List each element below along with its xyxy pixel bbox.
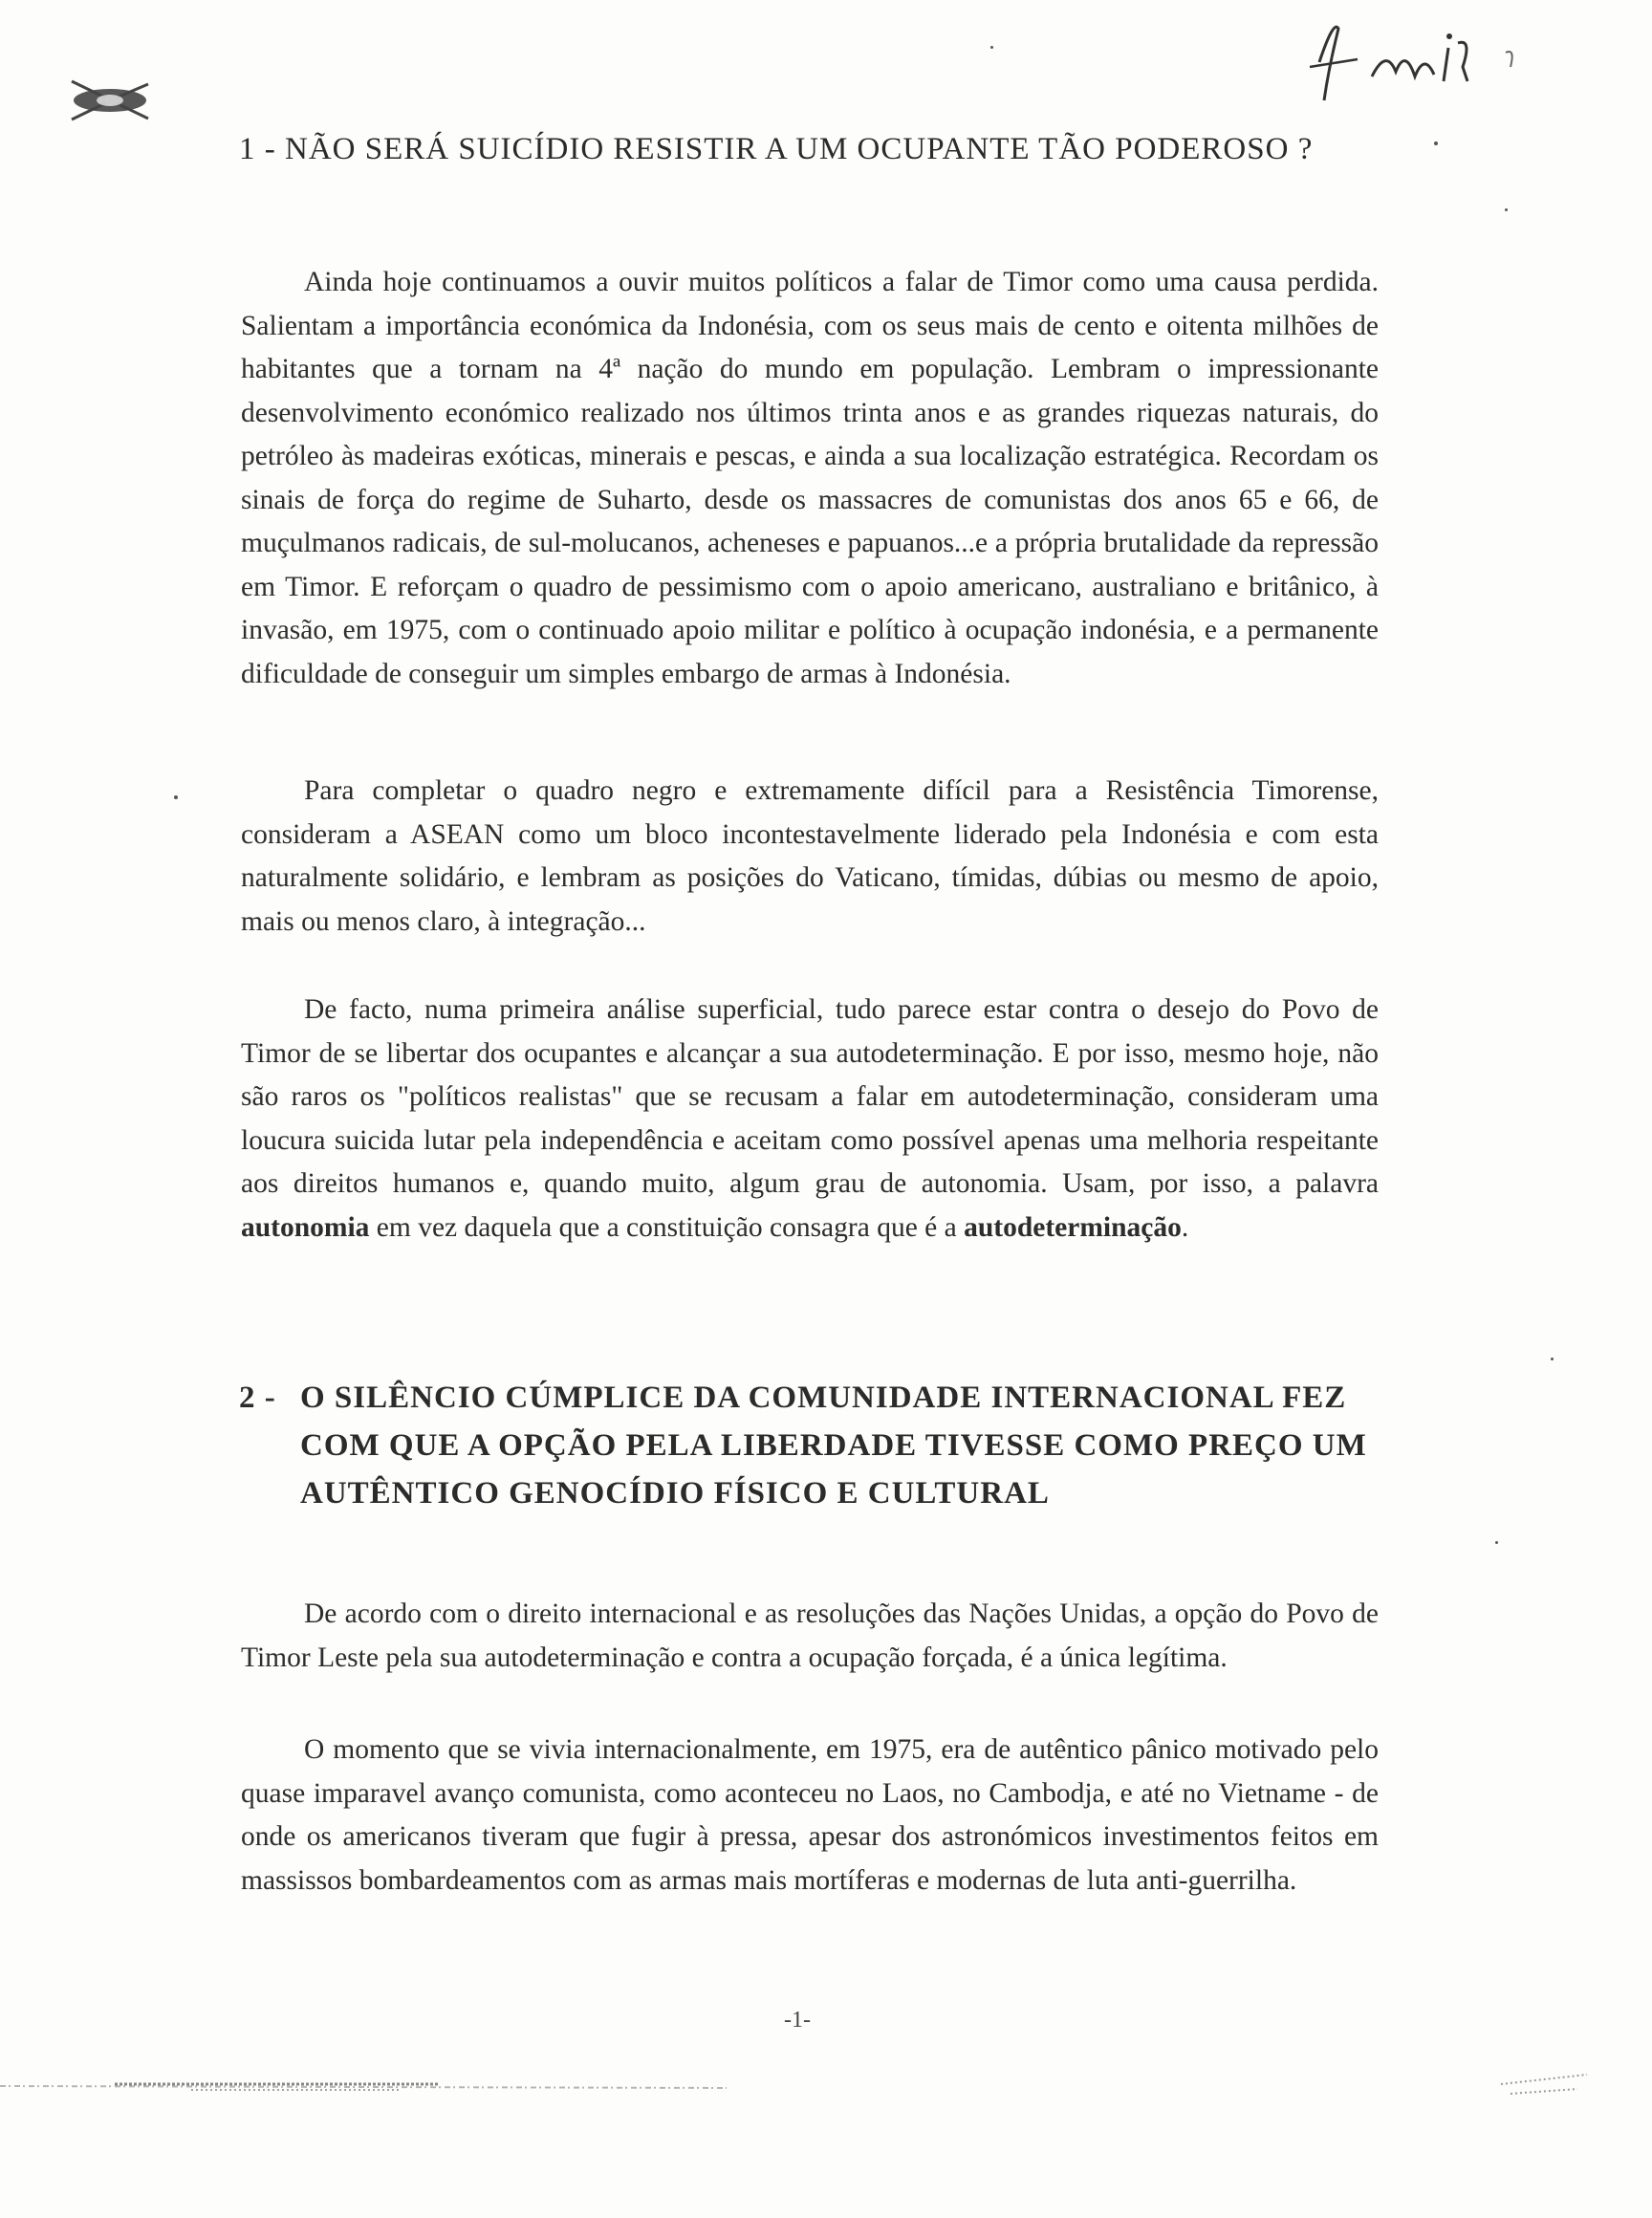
autodeterminacao-bold: autodeterminação <box>964 1211 1182 1243</box>
section-1-paragraph-3 <box>241 989 1379 1250</box>
section-1-paragraph-2: Para completar o quadro negro e extremamente difícil para a Resistência Timorense, consideram a ASEAN como um bloco incontestavelmente liderado pela Indonésia e com esta naturalmente solidário, e lembram as posições do Vaticano, tímidas, dúbias ou mesmo de apoio, mais ou menos claro, à integração... <box>241 775 1379 937</box>
scan-speck <box>1495 1541 1498 1544</box>
page-number: -1- <box>784 2008 811 2033</box>
section-2-heading <box>239 1374 1434 1517</box>
handwritten-signature <box>1281 10 1568 115</box>
scan-blot-mark <box>67 76 153 124</box>
section-2-paragraph-2: O momento que se vivia internacionalmente, em 1975, era de autêntico pânico motivado pelo quase imparavel avanço comunista, como aconteceu no Laos, no Cambodja, e até no Vietname - de onde os americanos tiveram que fugir à pressa, apesar dos astronómicos investimentos feitos em massissos bombardeamentos com as armas mais mortíferas e modernas de luta anti-guerrilha. <box>241 1734 1379 1896</box>
scan-speck <box>1551 1358 1554 1360</box>
section-2-heading-text: O SILÊNCIO CÚMPLICE DA COMUNIDADE INTERNACIONAL FEZ COM QUE A OPÇÃO PELA LIBERDADE TIVESSE COMO PREÇO UM AUTÊNTICO GENOCÍDIO FÍSICO E CULTURAL <box>300 1381 1367 1511</box>
scan-noise-strip <box>0 2077 727 2096</box>
scan-speck <box>1434 141 1438 145</box>
scan-noise-corner <box>1491 2055 1597 2103</box>
paragraph-3-text-a: De facto, numa primeira análise superficial, tudo parece estar contra o desejo do Povo de Timor de se libertar dos ocupantes e alcançar a sua autodeterminação. E por isso, mesmo hoje, não são raros os "políticos realistas" que se recusam a falar em autodeterminação, consideram uma loucura suicida lutar pela independência e aceitam como possível apenas uma melhoria respeitante aos direitos humanos e, quando muito, algum grau de autonomia. Usam, por isso, a palavra <box>241 994 1379 1199</box>
section-1-paragraph-1: Ainda hoje continuamos a ouvir muitos políticos a falar de Timor como uma causa perdida. Salientam a importância económica da Indonésia, com os seus mais de cento e oitenta milhões de habitantes que a tornam na 4ª nação do mundo em população. Lembram o impressionante desenvolvimento económico realizado nos últimos trinta anos e as grandes riquezas naturais, do petróleo às madeiras exóticas, minerais e pescas, e ainda a sua localização estratégica. Recordam os sinais de força do regime de Suharto, desde os massacres de comunistas dos anos 65 e 66, de muçulmanos radicais, de sul-molucanos, acheneses e papuanos...e a própria brutalidade da repressão em Timor. E reforçam o quadro de pessimismo com o apoio americano, australiano e britânico, à invasão, em 1975, com o continuado apoio militar e político à ocupação indonésia, e a permanente dificuldade de conseguir um simples embargo de armas à Indonésia. <box>241 267 1379 689</box>
section-2-paragraph-1: De acordo com o direito internacional e as resoluções das Nações Unidas, a opção do Povo de Timor Leste pela sua autodeterminação e contra a ocupação forçada, é a única legítima. <box>241 1598 1379 1673</box>
scan-speck <box>1505 208 1508 211</box>
paragraph-3-text-b: em vez daquela que a constituição consagra que é a <box>369 1211 965 1243</box>
scan-speck <box>174 795 178 799</box>
autonomia-bold: autonomia <box>241 1211 370 1243</box>
paragraph-3-text-c: . <box>1181 1211 1189 1243</box>
section-2-number: 2 - <box>239 1381 276 1415</box>
scan-speck <box>990 46 993 49</box>
section-1-heading: 1 - NÃO SERÁ SUICÍDIO RESISTIR A UM OCUPANTE TÃO PODEROSO ? <box>239 132 1314 166</box>
